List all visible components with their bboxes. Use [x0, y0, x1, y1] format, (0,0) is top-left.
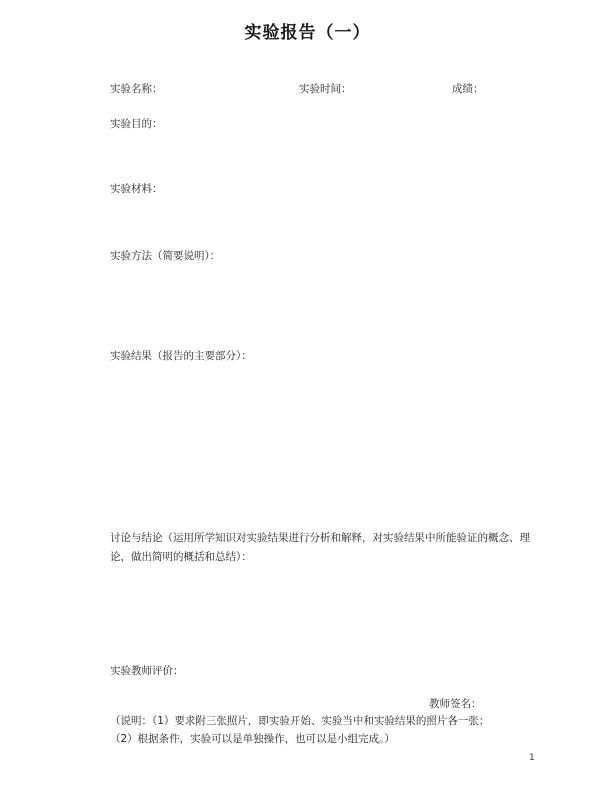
page-number: 1 — [529, 753, 535, 763]
materials-label: 实验材料： — [110, 183, 163, 195]
experiment-time-label: 实验时间： — [299, 83, 352, 95]
discussion-label: 讨论与结论（运用所学知识对实验结果进行分析和解释，对实验结果中所能验证的概念、理论，做出简明的概括和总结）： — [110, 532, 530, 563]
purpose-label: 实验目的： — [110, 118, 163, 130]
experiment-name-label: 实验名称： — [110, 83, 163, 95]
page-title: 实验报告（一） — [244, 23, 371, 43]
note-line-2: （2）根据条件，实验可以是单独操作，也可以是小组完成。） — [110, 733, 395, 745]
results-label: 实验结果（报告的主要部分）： — [110, 350, 252, 362]
score-label: 成绩： — [452, 83, 484, 95]
note-line-1: （说明：（1）要求附三张照片，即实验开始、实验当中和实验结果的照片各一张； — [110, 715, 490, 727]
method-label: 实验方法（简要说明）： — [110, 250, 221, 262]
teacher-signature-label: 教师签名： — [429, 698, 482, 710]
evaluation-label: 实验教师评价： — [110, 665, 184, 677]
